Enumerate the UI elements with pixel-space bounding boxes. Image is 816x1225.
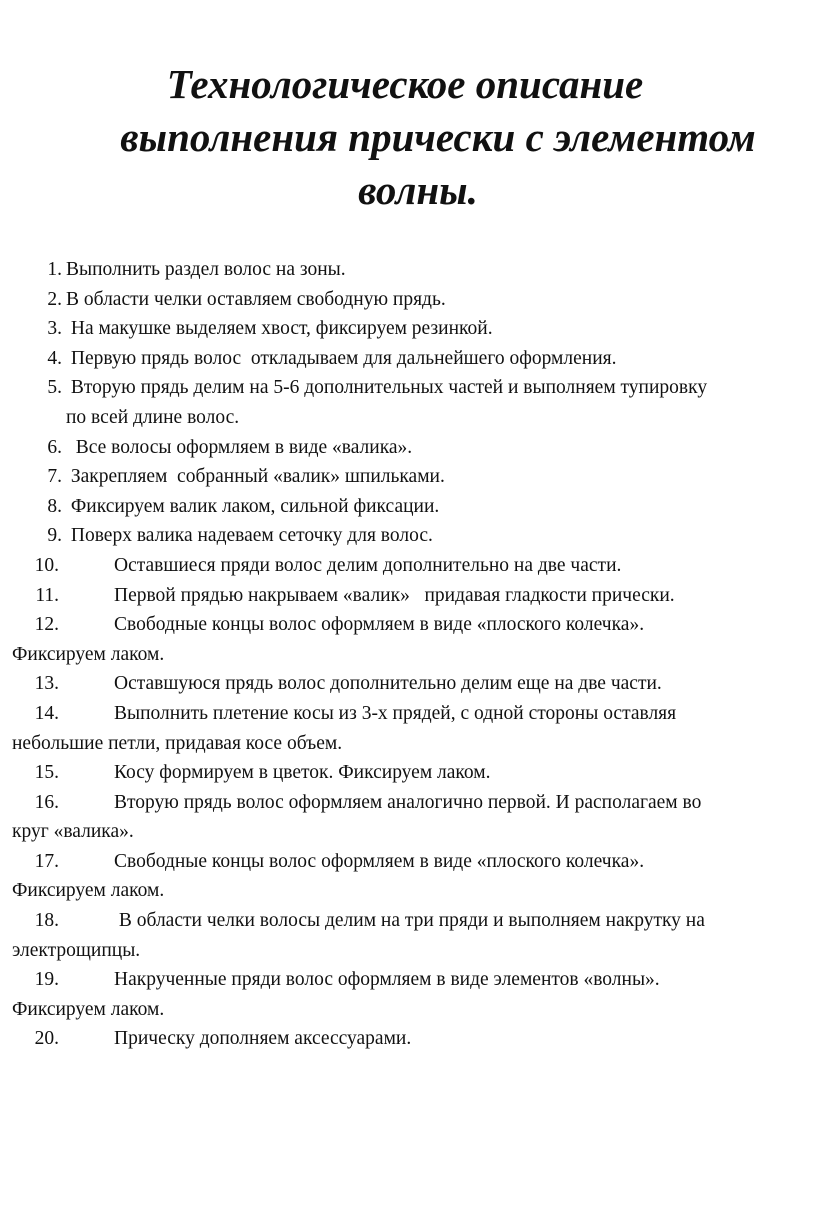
step-text: Закрепляем собранный «валик» шпильками.	[66, 466, 445, 488]
step-text: Свободные концы волос оформляем в виде «плоского колечка».	[114, 614, 645, 636]
step-number: 20.	[34, 1028, 59, 1050]
step-text: На макушке выделяем хвост, фиксируем резинкой.	[66, 318, 493, 340]
step-number: 10.	[34, 554, 59, 576]
steps-list	[0, 255, 816, 1054]
step-text: Накрученные пряди волос оформляем в виде элементов «волны».	[114, 969, 660, 991]
step-text-continued: Фиксируем лаком.	[12, 643, 165, 665]
list-item	[0, 433, 816, 463]
list-item	[0, 462, 816, 492]
step-text: Оставшиеся пряди волос делим дополнительно на две части.	[114, 554, 622, 576]
list-item	[0, 285, 816, 315]
step-number: 8.	[47, 495, 62, 517]
list-item	[0, 906, 816, 936]
step-text-continued: круг «валика».	[12, 821, 134, 843]
title-line-2: выполнения прически с элементом	[120, 114, 756, 160]
list-item	[0, 847, 816, 877]
step-number: 5.	[47, 377, 62, 399]
step-text: Вторую прядь волос оформляем аналогично первой. И располагаем во	[114, 791, 702, 813]
step-number: 19.	[34, 969, 59, 991]
list-item	[0, 581, 816, 611]
step-text: В области челки волосы делим на три пряди и выполняем накрутку на	[114, 910, 705, 932]
title-line-3: волны.	[358, 167, 478, 213]
step-text: В области челки оставляем свободную прядь.	[66, 288, 446, 310]
step-number: 6.	[47, 436, 62, 458]
document-title	[0, 58, 816, 217]
step-number: 14.	[34, 702, 59, 724]
list-item	[0, 669, 816, 699]
step-number: 2.	[47, 288, 62, 310]
step-text: Свободные концы волос оформляем в виде «плоского колечка».	[114, 850, 645, 872]
step-number: 13.	[34, 673, 59, 695]
step-number: 9.	[47, 525, 62, 547]
step-number: 15.	[34, 762, 59, 784]
step-text: Косу формируем в цветок. Фиксируем лаком.	[114, 762, 491, 784]
step-number: 16.	[34, 791, 59, 813]
step-text: Поверх валика надеваем сеточку для волос.	[66, 525, 433, 547]
step-text-continued: Фиксируем лаком.	[12, 998, 165, 1020]
list-item	[0, 492, 816, 522]
step-text: Выполнить плетение косы из 3-х прядей, с одной стороны оставляя	[114, 702, 677, 724]
step-text-continued: небольшие петли, придавая косе объем.	[12, 732, 343, 754]
step-number: 17.	[34, 850, 59, 872]
list-item	[0, 788, 816, 818]
list-item	[0, 344, 816, 374]
list-item	[0, 965, 816, 995]
step-number: 11.	[35, 584, 59, 606]
step-text: Вторую прядь делим на 5-6 дополнительных частей и выполняем тупировку	[66, 377, 708, 399]
list-item	[0, 610, 816, 640]
step-number: 18.	[34, 910, 59, 932]
list-item	[0, 255, 816, 285]
list-item	[0, 758, 816, 788]
list-item	[0, 551, 816, 581]
list-item	[0, 1024, 816, 1054]
step-number: 12.	[34, 614, 59, 636]
step-text: Выполнить раздел волос на зоны.	[66, 259, 346, 280]
step-text-continued: по всей длине волос.	[66, 406, 240, 428]
step-text: Фиксируем валик лаком, сильной фиксации.	[66, 495, 440, 517]
list-item	[0, 373, 816, 432]
step-text: Оставшуюся прядь волос дополнительно делим еще на две части.	[114, 673, 662, 695]
step-number: 7.	[47, 466, 62, 488]
list-item	[0, 314, 816, 344]
title-line-1: Технологическое описание	[166, 61, 644, 107]
step-text-continued: электрощипцы.	[12, 939, 141, 961]
step-text: Первой прядью накрываем «валик» придавая гладкости прически.	[114, 584, 675, 606]
list-item	[0, 521, 816, 551]
step-number: 1.	[47, 259, 62, 280]
list-item	[0, 699, 816, 729]
step-text-continued: Фиксируем лаком.	[12, 880, 165, 902]
step-text: Первую прядь волос откладываем для дальнейшего оформления.	[66, 347, 617, 369]
step-text: Прическу дополняем аксессуарами.	[114, 1028, 412, 1050]
step-number: 4.	[47, 347, 62, 369]
step-text: Все волосы оформляем в виде «валика».	[66, 436, 413, 458]
step-number: 3.	[47, 318, 62, 340]
